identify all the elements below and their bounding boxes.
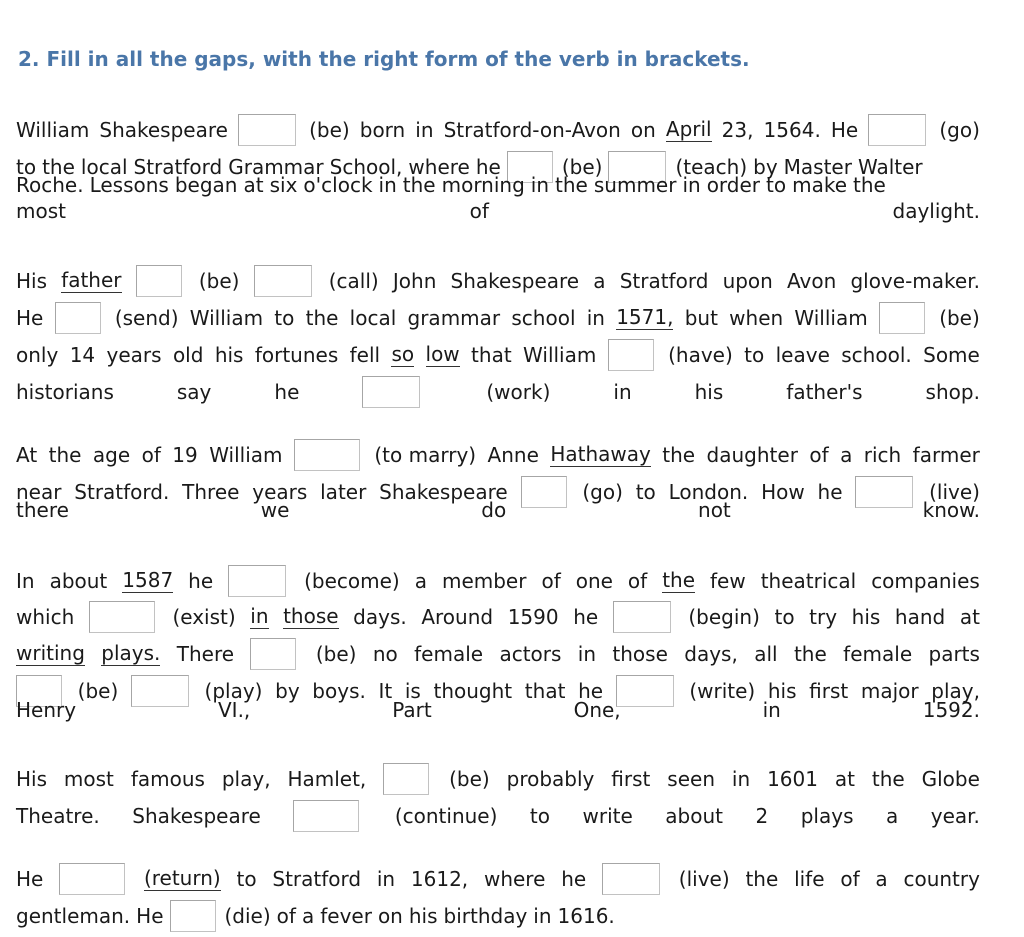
word: his <box>851 605 881 629</box>
word: to <box>529 804 550 828</box>
word: a <box>593 269 606 293</box>
word: Stratford <box>619 269 709 293</box>
word: know. <box>922 498 980 522</box>
word: He <box>16 306 44 330</box>
word: at <box>959 605 980 629</box>
verb-hint: (become) <box>304 569 400 593</box>
answer-gap-input[interactable] <box>55 302 101 334</box>
word: write <box>582 804 633 828</box>
word: there <box>16 498 69 522</box>
word: plays <box>800 804 854 828</box>
word: summer <box>593 173 677 197</box>
word: the <box>745 867 779 891</box>
word: How <box>761 480 805 504</box>
word: few <box>710 569 746 593</box>
word: writing <box>16 641 85 665</box>
word: make <box>792 173 848 197</box>
word: of <box>627 569 648 593</box>
word: that <box>524 679 566 703</box>
word: where <box>408 155 470 179</box>
word: later <box>320 480 367 504</box>
word: which <box>16 605 75 629</box>
word: in <box>731 767 751 791</box>
text-line <box>16 199 980 223</box>
word: do <box>481 498 507 522</box>
verb-hint: (go) <box>939 118 980 142</box>
word: One, <box>573 698 621 722</box>
verb-hint: (send) <box>114 306 179 330</box>
word: in <box>762 698 781 722</box>
verb-hint: (be) <box>198 269 240 293</box>
word: Henry <box>16 698 77 722</box>
word: about <box>49 569 108 593</box>
word: William <box>189 306 264 330</box>
answer-gap-input[interactable] <box>136 265 182 297</box>
text-line <box>16 759 980 791</box>
word: old <box>172 343 204 367</box>
word: not <box>698 498 731 522</box>
word: historians <box>16 380 114 404</box>
verb-hint: (live) <box>678 867 730 891</box>
word: at <box>834 767 855 791</box>
word: at <box>243 173 264 197</box>
word: a <box>875 867 888 891</box>
word: 1601 <box>767 767 818 791</box>
text-line <box>16 561 980 593</box>
word: famous <box>130 767 205 791</box>
word: the <box>42 155 75 179</box>
word: member <box>441 569 527 593</box>
word: upon <box>722 269 773 293</box>
word: John <box>392 269 437 293</box>
word: only <box>16 343 59 367</box>
word: on <box>377 904 403 928</box>
text-line <box>16 498 980 522</box>
word: to <box>744 343 765 367</box>
verb-hint: (be) <box>77 679 119 703</box>
word: rich <box>863 443 902 467</box>
word: his <box>694 380 724 404</box>
verb-hint: (live) <box>929 480 980 504</box>
word: 2 <box>755 804 769 828</box>
word: in <box>415 118 434 142</box>
word: of <box>276 904 296 928</box>
verb-hint: (die) <box>224 904 271 928</box>
word: 14 <box>69 343 96 367</box>
word: 23, <box>721 118 754 142</box>
word: hand <box>894 605 946 629</box>
word: father <box>61 268 122 292</box>
word: glove-maker. <box>850 269 980 293</box>
word: his <box>767 679 797 703</box>
word: female <box>414 642 484 666</box>
word: he <box>578 679 604 703</box>
answer-gap-input[interactable] <box>613 601 671 633</box>
word: 19 <box>172 443 198 467</box>
word: the <box>555 173 588 197</box>
word: one <box>575 569 613 593</box>
word: William <box>16 118 90 142</box>
text-line <box>16 335 980 367</box>
text-line <box>16 298 980 330</box>
word: try <box>809 605 838 629</box>
word: a <box>414 569 427 593</box>
answer-gap-input[interactable] <box>89 601 155 633</box>
word: most <box>16 199 66 223</box>
text-line <box>16 896 980 928</box>
word: 1564. <box>763 118 821 142</box>
word: local <box>80 155 128 179</box>
word: those <box>612 642 668 666</box>
verb-hint: (be) <box>561 155 603 179</box>
text-line <box>16 597 980 629</box>
word: he <box>274 380 300 404</box>
word: VI., <box>217 698 251 722</box>
verb-hint: (play) <box>204 679 263 703</box>
verb-hint: (work) <box>486 380 551 404</box>
word: a <box>301 904 315 928</box>
word: thought <box>433 679 513 703</box>
word: he <box>475 155 501 179</box>
word: Anne <box>487 443 539 467</box>
answer-gap-input[interactable] <box>293 800 359 832</box>
word: 1587 <box>122 568 174 592</box>
word: years <box>106 343 162 367</box>
word: father's <box>786 380 863 404</box>
word: school. <box>841 343 912 367</box>
word: the <box>793 642 827 666</box>
word: of <box>840 867 860 891</box>
word: born <box>359 118 406 142</box>
word: Shakespeare <box>132 804 261 828</box>
answer-gap-input[interactable] <box>250 638 296 670</box>
word: in <box>533 904 552 928</box>
word: London. <box>668 480 749 504</box>
word: of <box>809 443 829 467</box>
word: by <box>753 155 778 179</box>
word: in <box>586 306 605 330</box>
verb-hint: (have) <box>668 343 733 367</box>
word: Lessons <box>89 173 169 197</box>
word: gentleman. <box>16 904 131 928</box>
word: but <box>684 306 718 330</box>
word: grammar <box>407 306 501 330</box>
word: 1571, <box>616 305 674 329</box>
answer-gap-input[interactable] <box>602 863 660 895</box>
word: his <box>214 343 244 367</box>
word: he <box>188 569 214 593</box>
word: by <box>275 679 300 703</box>
word: to <box>774 605 795 629</box>
word: fever <box>320 904 372 928</box>
word: It <box>378 679 393 703</box>
word: leave <box>775 343 830 367</box>
verb-hint: (continue) <box>394 804 498 828</box>
word: April <box>665 117 712 141</box>
word: play, <box>221 767 271 791</box>
word: on <box>630 118 656 142</box>
word: farmer <box>912 443 980 467</box>
word: He <box>136 904 164 928</box>
word: parts <box>928 642 980 666</box>
word: country <box>903 867 980 891</box>
word: 1612, <box>410 867 469 891</box>
answer-gap-input[interactable] <box>879 302 925 334</box>
word: Theatre. <box>16 804 100 828</box>
word: At <box>16 443 38 467</box>
word: He <box>830 118 859 142</box>
word: in <box>376 867 396 891</box>
word: where <box>483 867 546 891</box>
word: Roche. <box>16 173 84 197</box>
word: Stratford. <box>74 480 170 504</box>
word: in <box>682 173 701 197</box>
word: of <box>141 443 161 467</box>
verb-hint: (be) <box>449 767 490 791</box>
word: daughter <box>706 443 798 467</box>
verb-hint: (be) <box>939 306 980 330</box>
word: Shakespeare <box>99 118 228 142</box>
word: about <box>665 804 723 828</box>
word: life <box>794 867 825 891</box>
word: in <box>530 173 550 197</box>
word: companies <box>871 569 980 593</box>
word: began <box>174 173 238 197</box>
word: William <box>794 306 868 330</box>
word: Stratford <box>133 155 223 179</box>
word: in <box>613 380 632 404</box>
word: boys. <box>312 679 366 703</box>
word: His <box>16 269 48 293</box>
answer-gap-input[interactable] <box>254 265 312 297</box>
verb-hint: (begin) <box>688 605 760 629</box>
answer-gap-input[interactable] <box>59 863 125 895</box>
word: Stratford <box>272 867 362 891</box>
word: Hamlet, <box>287 767 367 791</box>
word: William <box>523 343 597 367</box>
word: shop. <box>925 380 980 404</box>
word: low <box>425 342 460 366</box>
answer-gap-input[interactable] <box>228 565 286 597</box>
word: School, <box>329 155 403 179</box>
word: William <box>209 443 283 467</box>
word: to <box>274 306 295 330</box>
word: play, <box>931 679 980 703</box>
word: seen <box>667 767 716 791</box>
verb-hint: (be) <box>309 118 350 142</box>
text-line <box>16 435 980 467</box>
word: 1616. <box>557 904 615 928</box>
word: the <box>305 306 339 330</box>
word: actors <box>499 642 562 666</box>
word: year. <box>930 804 980 828</box>
text-line <box>16 110 980 142</box>
word: no <box>372 642 398 666</box>
word: a <box>840 443 853 467</box>
word: birthday <box>443 904 528 928</box>
word: the <box>871 767 905 791</box>
text-line <box>16 173 980 197</box>
word: theatrical <box>760 569 857 593</box>
word: of <box>469 199 489 223</box>
word: most <box>63 767 114 791</box>
word: days, <box>684 642 738 666</box>
word: Hathaway <box>550 442 651 466</box>
verb-hint: (be) <box>315 642 357 666</box>
verb-hint: (write) <box>689 679 756 703</box>
word: the <box>402 173 436 197</box>
word: all <box>754 642 778 666</box>
word: He <box>16 867 44 891</box>
word: Shakespeare <box>450 269 580 293</box>
verb-hint: (exist) <box>172 605 236 629</box>
word: order <box>706 173 761 197</box>
word: Globe <box>921 767 980 791</box>
word: when <box>729 306 784 330</box>
word: years <box>252 480 308 504</box>
answer-gap-input[interactable] <box>238 114 296 146</box>
word: the <box>662 568 696 592</box>
word: his <box>408 904 438 928</box>
word: so <box>391 342 415 366</box>
word: Three <box>182 480 240 504</box>
word: local <box>349 306 397 330</box>
word: Part <box>392 698 432 722</box>
word: o'clock <box>303 173 373 197</box>
word: we <box>260 498 290 522</box>
word: in <box>250 604 269 628</box>
verb-hint: (return) <box>143 866 221 890</box>
verb-hint: (to marry) <box>374 443 477 467</box>
word: to <box>635 480 656 504</box>
word: daylight. <box>892 199 980 223</box>
word: first <box>611 767 651 791</box>
word: those <box>283 604 339 628</box>
word: in <box>378 173 397 197</box>
word: Around <box>421 605 494 629</box>
answer-gap-input[interactable] <box>362 376 420 408</box>
verb-hint: (call) <box>328 269 379 293</box>
word: near <box>16 480 62 504</box>
word: His <box>16 767 48 791</box>
word: he <box>573 605 599 629</box>
word: Master <box>783 155 852 179</box>
word: In <box>16 569 35 593</box>
word: is <box>404 679 421 703</box>
text-line <box>16 796 980 828</box>
word: female <box>843 642 913 666</box>
answer-gap-input[interactable] <box>294 439 360 471</box>
word: fell <box>349 343 381 367</box>
word: he <box>817 480 843 504</box>
word: Grammar <box>228 155 324 179</box>
word: school <box>511 306 576 330</box>
word: six <box>269 173 298 197</box>
word: a <box>886 804 899 828</box>
word: 1592. <box>922 698 980 722</box>
text-line <box>16 698 980 722</box>
text-line <box>16 372 980 404</box>
word: say <box>176 380 212 404</box>
answer-gap-input[interactable] <box>383 763 429 795</box>
word: age <box>92 443 131 467</box>
word: Walter <box>857 155 923 179</box>
text-line <box>16 261 980 293</box>
verb-hint: (go) <box>582 480 623 504</box>
verb-hint: (teach) <box>675 155 748 179</box>
word: to <box>766 173 787 197</box>
word: major <box>860 679 919 703</box>
text-line <box>16 634 980 666</box>
word: Some <box>923 343 980 367</box>
word: plays. <box>101 641 161 665</box>
word: he <box>561 867 587 891</box>
word: of <box>541 569 561 593</box>
word: 1590 <box>507 605 559 629</box>
word: Avon <box>787 269 837 293</box>
answer-gap-input[interactable] <box>868 114 926 146</box>
word: in <box>577 642 597 666</box>
word: the <box>48 443 82 467</box>
word: that <box>471 343 512 367</box>
word: the <box>662 443 696 467</box>
word: to <box>16 155 37 179</box>
word: morning <box>441 173 525 197</box>
text-line <box>16 859 980 891</box>
word: fortunes <box>254 343 339 367</box>
word: probably <box>506 767 595 791</box>
word: days. <box>353 605 407 629</box>
word: first <box>809 679 849 703</box>
answer-gap-input[interactable] <box>170 900 216 932</box>
word: Stratford-on-Avon <box>443 118 621 142</box>
answer-gap-input[interactable] <box>608 339 654 371</box>
word: There <box>176 642 235 666</box>
exercise-heading: 2. Fill in all the gaps, with the right form of the verb in brackets. <box>18 47 750 71</box>
word: Shakespeare <box>379 480 508 504</box>
word: to <box>236 867 257 891</box>
word: the <box>853 173 886 197</box>
